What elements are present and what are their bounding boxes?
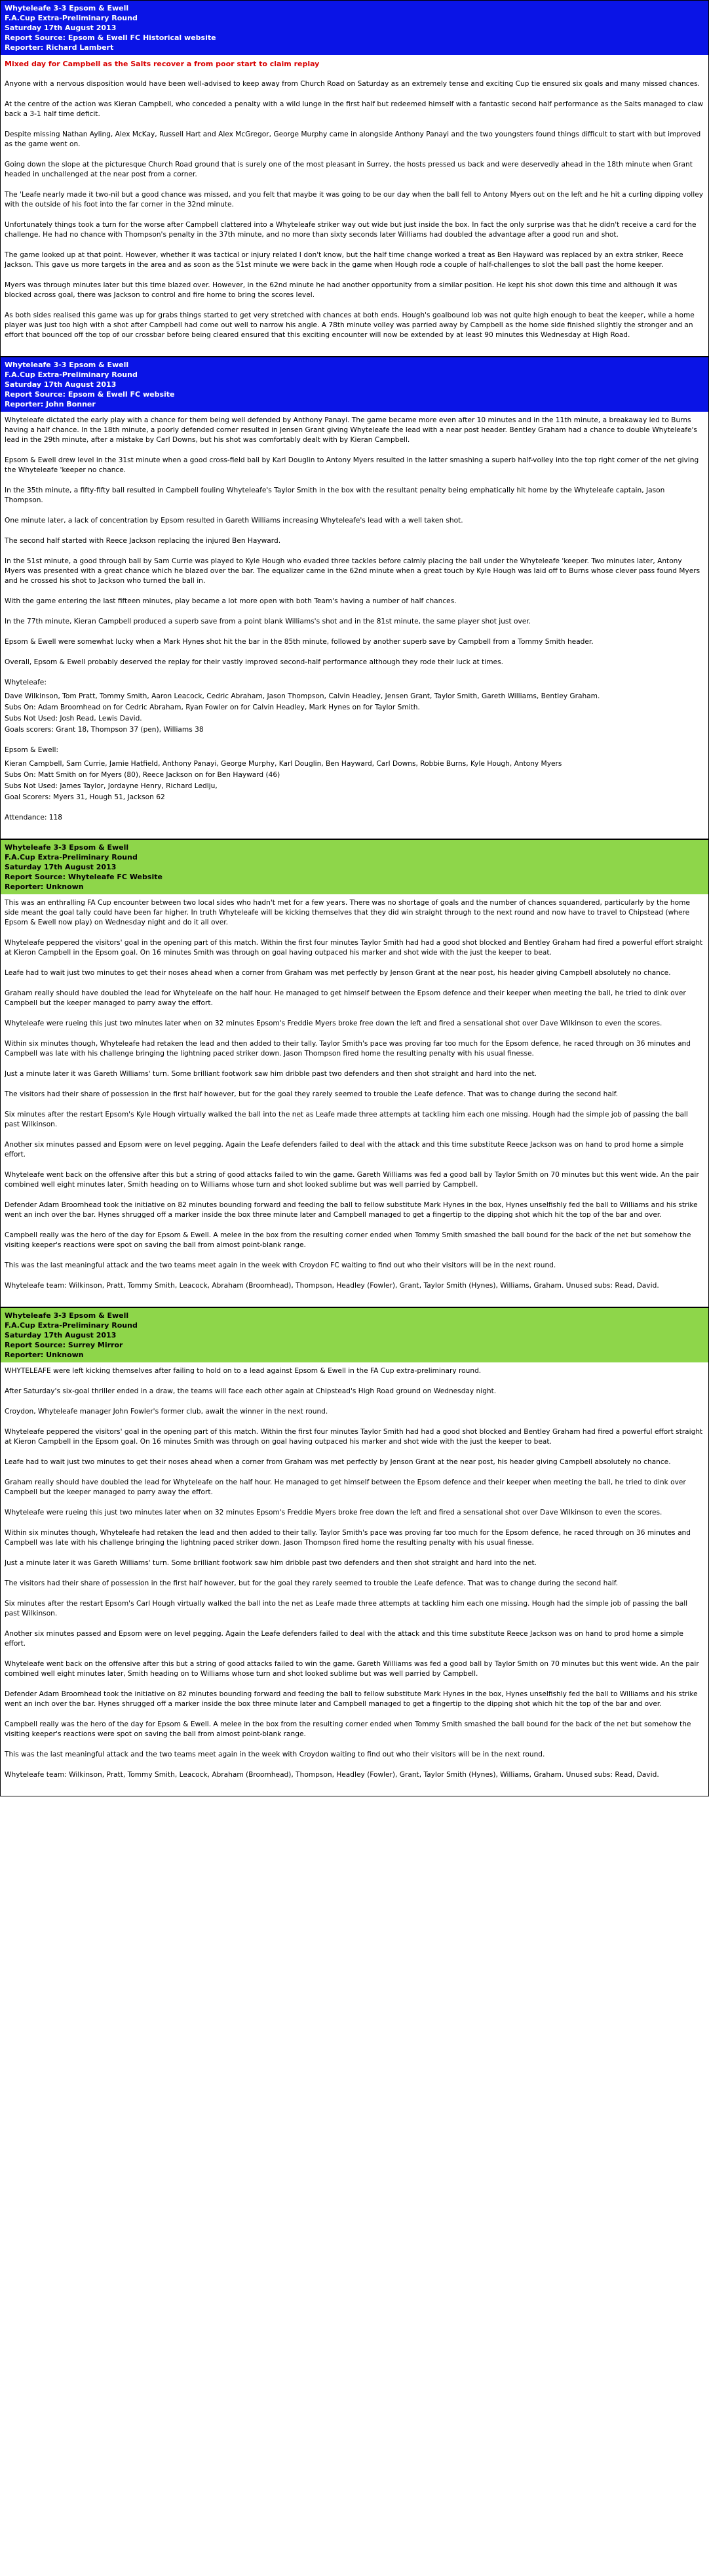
report-reporter: Reporter: Unknown [5,882,84,891]
report-paragraph: Just a minute later it was Gareth Williams' turn. Some brilliant footwork saw him dribble past two defenders and then shot straight and hard into the net. [5,1070,537,1078]
report-paragraph: With the game entering the last fifteen minutes, play became a lot more open with both Team's having a number of half chances. [5,597,457,605]
team-lineup-line: Subs Not Used: Josh Read, Lewis David. [5,715,142,723]
team-lineup-line: Subs On: Adam Broomhead on for Cedric Abraham, Ryan Fowler on for Calvin Headley, Mark Hynes on for Taylor Smith. [5,703,420,711]
report-reporter: Reporter: John Bonner [5,400,96,408]
report-paragraph: Croydon, Whyteleafe manager John Fowler's former club, await the winner in the next round. [5,1408,328,1416]
team-name: Epsom & Ewell: [5,746,59,754]
team-lineup-line: Kieran Campbell, Sam Currie, Jamie Hatfield, Anthony Panayi, George Murphy, Karl Douglin, Ben Hayward, Carl Downs, Robbie Burns, Kyle Hough, Antony Myers [5,760,562,768]
report-paragraph: Whyteleafe peppered the visitors' goal in the opening part of this match. Within the first four minutes Taylor Smith had had a good shot blocked and Bentley Graham had fired a powerful effort straight at Kieron Campbell in the Epsom goal. On 16 minutes Smith was through on goal having outpaced his marker and shot wide with the just the keeper to beat. [5,1428,703,1446]
team-lineup-line: Subs Not Used: James Taylor, Jordayne Henry, Richard Ledlju, [5,782,218,790]
report-title: Whyteleafe 3-3 Epsom & Ewell [5,361,129,369]
report-paragraph: Another six minutes passed and Epsom were on level pegging. Again the Leafe defenders failed to deal with the attack and this time substitute Reece Jackson was on hand to prod home a simple effort. [5,1141,683,1159]
report-paragraph: Whyteleafe dictated the early play with a chance for them being well defended by Anthony Panayi. The game became more even after 10 minutes and in the 11th minute, a breakaway led to Burns having a half chance. In the 18th minute, a poorly defended corner resulted in Jensen Grant giving Whyteleafe the lead with a near post header. Bentley Graham had a chance to double Whyteleafe's lead in the 29th minute, after a mistake by Carl Downs, but his shot was comfortably dealt with by Kieran Campbell. [5,416,697,444]
report-paragraph: Whyteleafe peppered the visitors' goal in the opening part of this match. Within the first four minutes Taylor Smith had had a good shot blocked and Bentley Graham had fired a powerful effort straight at Kieron Campbell in the Epsom goal. On 16 minutes Smith was through on goal having outpaced his marker and shot wide with the just the keeper to beat. [5,939,703,957]
report-date: Saturday 17th August 2013 [5,863,117,871]
report-headline: Mixed day for Campbell as the Salts recover a from poor start to claim replay [5,60,320,68]
report-paragraph: Epsom & Ewell were somewhat lucky when a Mark Hynes shot hit the bar in the 85th minute, followed by another superb save by Campbell from a Tommy Smith header. [5,638,594,646]
attendance: Attendance: 118 [5,814,63,822]
match-report [0,1307,709,1796]
report-paragraph: Leafe had to wait just two minutes to get their noses ahead when a corner from Graham was met perfectly by Jenson Grant at the near post, his header giving Campbell absolutely no chance. [5,1458,671,1466]
report-body [1,412,708,839]
report-paragraph: Six minutes after the restart Epsom's Kyle Hough virtually walked the ball into the net as Leafe made three attempts at tackling him each one missing. Hough had the simple job of passing the ball past Wilkinson. [5,1111,688,1128]
report-paragraph: The visitors had their share of possession in the first half however, but for the goal they rarely seemed to trouble the Leafe defence. That was to change during the second half. [5,1090,619,1098]
report-paragraph: Campbell really was the hero of the day for Epsom & Ewell. A melee in the box from the resulting corner ended when Tommy Smith smashed the ball bound for the back of the net but somehow the visiting keeper's reactions were spot on saving the ball from almost point-blank range. [5,1231,691,1249]
report-paragraph: Despite missing Nathan Ayling, Alex McKay, Russell Hart and Alex McGregor, George Murphy came in alongside Anthony Panayi and the two youngsters found things difficult to start with but improved as the game went on. [5,130,701,148]
report-paragraph: This was the last meaningful attack and the two teams meet again in the week with Croydon FC waiting to find out who their visitors will be in the next round. [5,1261,556,1269]
report-paragraph: Within six minutes though, Whyteleafe had retaken the lead and then added to their tally. Taylor Smith's pace was proving far too much for the Epsom defence, he raced through on 36 minutes and Campbell was late with his challenge bringing the lightning paced striker down. Jason Thompson fired home the resulting penalty with his usual finesse. [5,1529,691,1547]
report-paragraph: Whyteleafe were rueing this just two minutes later when on 32 minutes Epsom's Freddie Myers broke free down the left and fired a sensational shot over Dave Wilkinson to even the scores. [5,1020,662,1027]
report-paragraph: Campbell really was the hero of the day for Epsom & Ewell. A melee in the box from the resulting corner ended when Tommy Smith smashed the ball bound for the back of the net but somehow the visiting keeper's reactions were spot on saving the ball from almost point-blank range. [5,1720,691,1738]
report-paragraph: The visitors had their share of possession in the first half however, but for the goal they rarely seemed to trouble the Leafe defence. That was to change during the second half. [5,1579,619,1587]
report-reporter: Reporter: Richard Lambert [5,43,114,52]
report-paragraph: At the centre of the action was Kieran Campbell, who conceded a penalty with a wild lunge in the first half but redeemed himself with a fantastic second half performance as the Salts managed to claw back a 3-1 half time deficit. [5,100,704,118]
report-body [1,894,708,1307]
report-paragraph: Graham really should have doubled the lead for Whyteleafe on the half hour. He managed to get himself between the Epsom defence and their keeper when meeting the ball, he tried to dink over Campbell but the keeper managed to parry away the effort. [5,1478,686,1496]
report-source: Report Source: Surrey Mirror [5,1341,123,1349]
report-paragraph: The game looked up at that point. However, whether it was tactical or injury related I don't know, but the half time change worked a treat as Ben Hayward was replaced by an extra striker, Reece Jackson. This gave us more targets in the area and as soon as the 51st minute we were back in the game when Hough rode a couple of half-challenges to slot the ball past the home keeper. [5,251,683,269]
report-paragraph: Leafe had to wait just two minutes to get their noses ahead when a corner from Graham was met perfectly by Jenson Grant at the near post, his header giving Campbell absolutely no chance. [5,969,671,977]
report-paragraph: The second half started with Reece Jackson replacing the injured Ben Hayward. [5,537,281,545]
report-paragraph: In the 51st minute, a good through ball by Sam Currie was played to Kyle Hough who evaded three tackles before calmly placing the ball under the Whyteleafe 'keeper. Two minutes later, Antony Myers was presented with a great chance which he blazed over the bar. The equalizer came in the 62nd minute when a great touch by Kyle Hough was laid off to Burns whose clever pass found Myers and he crossed his shot to Jackson who turned the ball in. [5,557,700,585]
report-paragraph: Going down the slope at the picturesque Church Road ground that is surely one of the most pleasant in Surrey, the hosts pressed us back and were deservedly ahead in the 18th minute when Grant headed in unchallenged at the near post from a corner. [5,161,693,178]
report-paragraph: WHYTELEAFE were left kicking themselves after failing to hold on to a lead against Epsom & Ewell in the FA Cup extra-preliminary round. [5,1367,482,1375]
team-lineup-line: Dave Wilkinson, Tom Pratt, Tommy Smith, Aaron Leacock, Cedric Abraham, Jason Thompson, Calvin Headley, Jensen Grant, Taylor Smith, Gareth Williams, Bentley Graham. [5,692,600,700]
report-paragraph: Overall, Epsom & Ewell probably deserved the replay for their vastly improved second-half performance although they rode their luck at times. [5,658,503,666]
report-paragraph: Anyone with a nervous disposition would have been well-advised to keep away from Church Road on Saturday as an extremely tense and exciting Cup tie ensured six goals and many missed chances. [5,80,700,88]
report-paragraph: Unfortunately things took a turn for the worse after Campbell clattered into a Whyteleafe striker way out wide but just inside the box. In fact the only surprise was that he didn't receive a card for the challenge. He had no chance with Thompson's penalty in the 37th minute, and no more than sixty seconds later Williams had doubled the advantage after a good run and shot. [5,221,697,239]
report-round: F.A.Cup Extra-Preliminary Round [5,1321,138,1330]
report-source: Report Source: Epsom & Ewell FC Historical website [5,33,216,42]
team-lineup-line: Goals scorers: Grant 18, Thompson 37 (pen), Williams 38 [5,726,204,734]
team-lineup-line: Goal Scorers: Myers 31, Hough 51, Jackson 62 [5,793,165,801]
report-paragraph: Whyteleafe team: Wilkinson, Pratt, Tommy Smith, Leacock, Abraham (Broomhead), Thompson, Headley (Fowler), Grant, Taylor Smith (Hynes), Williams, Graham. Unused subs: Read, David. [5,1771,659,1779]
report-paragraph: Myers was through minutes later but this time blazed over. However, in the 62nd minute he had another opportunity from a similar position. He kept his shot down this time and although it was blocked across goal, there was Jackson to control and fire home to bring the scores level. [5,281,678,299]
report-body [1,1362,708,1796]
report-paragraph: This was an enthralling FA Cup encounter between two local sides who hadn't met for a few years. There was no shortage of goals and the number of chances squandered, particularly by the home side meant the goal tally could have been far higher. In truth Whyteleafe will be kicking themselves that they did win straight through to the next round and now have to travel to Chipstead (where Epsom & Ewell now play) on Wednesday night and do it all over. [5,899,690,926]
report-paragraph: Another six minutes passed and Epsom were on level pegging. Again the Leafe defenders failed to deal with the attack and this time substitute Reece Jackson was on hand to prod home a simple effort. [5,1630,683,1648]
team-name: Whyteleafe: [5,679,47,686]
report-date: Saturday 17th August 2013 [5,1331,117,1339]
team-lineup [5,678,704,735]
team-lineup [5,745,704,803]
report-paragraph: Six minutes after the restart Epsom's Carl Hough virtually walked the ball into the net as Leafe made three attempts at tackling him each one missing. Hough had the simple job of passing the ball past Wilkinson. [5,1600,688,1617]
report-header [1,357,708,412]
report-paragraph: Whyteleafe went back on the offensive after this but a string of good attacks failed to win the game. Gareth Williams was fed a good ball by Taylor Smith on 70 minutes but this went wide. An the pair combined well eight minutes later, Smith heading on to Williams whose turn and shot looked sublime but was well parried by Campbell. [5,1660,699,1678]
report-paragraph: Epsom & Ewell drew level in the 31st minute when a good cross-field ball by Karl Douglin to Antony Myers resulted in the latter smashing a superb half-volley into the top right corner of the net giving the Whyteleafe 'keeper no chance. [5,456,699,474]
report-header [1,1308,708,1362]
report-header [1,840,708,894]
report-paragraph: This was the last meaningful attack and the two teams meet again in the week with Croydon waiting to find out who their visitors will be in the next round. [5,1751,545,1758]
match-report [0,0,709,357]
match-report [0,839,709,1307]
report-paragraph: One minute later, a lack of concentration by Epsom resulted in Gareth Williams increasing Whyteleafe's lead with a well taken shot. [5,517,463,525]
report-paragraph: Defender Adam Broomhead took the initiative on 82 minutes bounding forward and feeding the ball to fellow substitute Mark Hynes in the box, Hynes unselfishly fed the ball to Williams and his strike went an inch over the bar. Hynes shrugged off a marker inside the box three minute later and Campbell managed to get a fingertip to the dipping shot which hit the top of the bar and over. [5,1690,698,1708]
report-date: Saturday 17th August 2013 [5,24,117,32]
report-paragraph: Just a minute later it was Gareth Williams' turn. Some brilliant footwork saw him dribble past two defenders and then shot straight and hard into the net. [5,1559,537,1567]
report-source: Report Source: Whyteleafe FC Website [5,873,163,881]
report-round: F.A.Cup Extra-Preliminary Round [5,370,138,379]
team-lineup-line: Subs On: Matt Smith on for Myers (80), Reece Jackson on for Ben Hayward (46) [5,771,280,779]
report-date: Saturday 17th August 2013 [5,380,117,389]
report-title: Whyteleafe 3-3 Epsom & Ewell [5,843,129,852]
report-paragraph: In the 77th minute, Kieran Campbell produced a superb save from a point blank Williams's shot and in the 81st minute, the same player shot just over. [5,618,531,625]
match-report [0,357,709,839]
report-round: F.A.Cup Extra-Preliminary Round [5,853,138,862]
report-paragraph: Defender Adam Broomhead took the initiative on 82 minutes bounding forward and feeding the ball to fellow substitute Mark Hynes in the box, Hynes unselfishly fed the ball to Williams and his strike went an inch over the bar. Hynes shrugged off a marker inside the box three minute later and Campbell managed to get a fingertip to the dipping shot which hit the top of the bar and over. [5,1201,698,1219]
report-source: Report Source: Epsom & Ewell FC website [5,390,175,399]
report-paragraph: Whyteleafe were rueing this just two minutes later when on 32 minutes Epsom's Freddie Myers broke free down the left and fired a sensational shot over Dave Wilkinson to even the scores. [5,1509,662,1516]
report-paragraph: The 'Leafe nearly made it two-nil but a good chance was missed, and you felt that maybe it was going to be our day when the ball fell to Antony Myers out on the left and he hit a curling dipping volley with the outside of his foot into the far corner in the 32nd minute. [5,191,703,208]
report-paragraph: Whyteleafe went back on the offensive after this but a string of good attacks failed to win the game. Gareth Williams was fed a good ball by Taylor Smith on 70 minutes but this went wide. An the pair combined well eight minutes later, Smith heading on to Williams whose turn and shot looked sublime but was well parried by Campbell. [5,1171,699,1189]
report-title: Whyteleafe 3-3 Epsom & Ewell [5,4,129,12]
report-title: Whyteleafe 3-3 Epsom & Ewell [5,1311,129,1320]
report-paragraph: Within six minutes though, Whyteleafe had retaken the lead and then added to their tally. Taylor Smith's pace was proving far too much for the Epsom defence, he raced through on 36 minutes and Campbell was late with his challenge bringing the lightning paced striker down. Jason Thompson fired home the resulting penalty with his usual finesse. [5,1040,691,1058]
report-body [1,55,708,356]
report-header [1,1,708,55]
report-paragraph: After Saturday's six-goal thriller ended in a draw, the teams will face each other again at Chipstead's High Road ground on Wednesday night. [5,1387,497,1395]
report-round: F.A.Cup Extra-Preliminary Round [5,14,138,22]
report-paragraph: In the 35th minute, a fifty-fifty ball resulted in Campbell fouling Whyteleafe's Taylor Smith in the box with the resultant penalty being emphatically hit home by the Whyteleafe captain, Jason Thompson. [5,486,665,504]
report-paragraph: As both sides realised this game was up for grabs things started to get very stretched with chances at both ends. Hough's goalbound lob was not quite high enough to beat the keeper, while a home player was just too high with a shot after Campbell had come out well to narrow his angle. A 78th minute volley was parried away by Campbell as the home side finished slightly the stronger and an effort that bounced off the top of our crossbar before being cleared ensured that this exciting encounter will now be extended by at least 90 minutes this Wednesday at High Road. [5,311,695,339]
report-paragraph: Whyteleafe team: Wilkinson, Pratt, Tommy Smith, Leacock, Abraham (Broomhead), Thompson, Headley (Fowler), Grant, Taylor Smith (Hynes), Williams, Graham. Unused subs: Read, David. [5,1282,659,1290]
report-reporter: Reporter: Unknown [5,1351,84,1359]
report-paragraph: Graham really should have doubled the lead for Whyteleafe on the half hour. He managed to get himself between the Epsom defence and their keeper when meeting the ball, he tried to dink over Campbell but the keeper managed to parry away the effort. [5,989,686,1007]
